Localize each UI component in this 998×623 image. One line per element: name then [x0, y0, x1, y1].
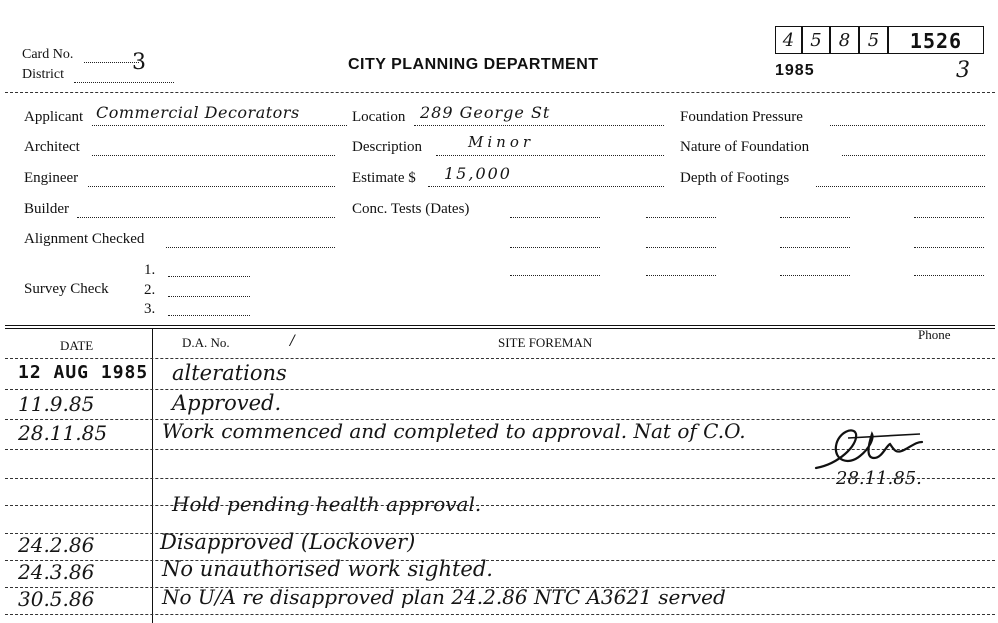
entry-date: 24.2.86 [18, 533, 95, 557]
date-column-header: DATE [60, 338, 94, 353]
entry-date: 28.11.85 [18, 421, 108, 445]
entry-date: 30.5.86 [18, 587, 95, 611]
entry-text: Disapproved (Lockover) [160, 530, 416, 554]
entry-text: Approved. [172, 391, 282, 415]
builder-label: Builder [24, 201, 69, 217]
page-title: CITY PLANNING DEPARTMENT [348, 56, 599, 73]
description-label: Description [352, 139, 422, 155]
entry-text: Hold pending health approval. [172, 492, 482, 516]
da-no-header: D.A. No. [182, 335, 230, 350]
foundation-pressure-label: Foundation Pressure [680, 109, 803, 125]
conc-tests-label: Conc. Tests (Dates) [352, 201, 470, 217]
phone-header: Phone [918, 327, 951, 342]
da-no-value: / [290, 333, 295, 349]
signature-date: 28.11.85. [836, 468, 922, 489]
district-label: District [22, 67, 64, 82]
estimate-value: 15,000 [444, 164, 512, 183]
entry-text: alterations [172, 361, 287, 385]
card-no-label: Card No. [22, 47, 74, 62]
applicant-value: Commercial Decorators [96, 103, 300, 122]
location-value: 289 George St [420, 103, 551, 122]
survey-check-label: Survey Check [24, 281, 109, 297]
description-value: Minor [468, 133, 535, 151]
site-foreman-header: SITE FOREMAN [498, 335, 593, 350]
depth-of-footings-label: Depth of Footings [680, 170, 790, 186]
entry-date: 24.3.86 [18, 560, 95, 584]
survey-3-label: 3. [144, 301, 156, 317]
alignment-label: Alignment Checked [24, 231, 145, 247]
nature-of-foundation-label: Nature of Foundation [680, 139, 810, 155]
survey-1-label: 1. [144, 262, 156, 278]
card-no-value: 3 [132, 50, 146, 75]
architect-label: Architect [24, 139, 80, 155]
ref-digit: 5 [802, 26, 830, 54]
entry-date: 12 AUG 1985 [18, 362, 149, 383]
location-label: Location [352, 109, 406, 125]
entry-text: No unauthorised work sighted. [162, 557, 493, 581]
estimate-label: Estimate $ [352, 170, 416, 186]
signature [808, 424, 928, 474]
ref-digit: 8 [830, 26, 859, 54]
year-label: 1985 [775, 62, 815, 79]
entry-date: 11.9.85 [18, 392, 95, 416]
ref-digit: 4 [775, 26, 802, 54]
ref-digit: 5 [859, 26, 888, 54]
survey-2-label: 2. [144, 282, 156, 298]
applicant-label: Applicant [24, 109, 84, 125]
engineer-label: Engineer [24, 170, 79, 186]
ref-suffix: 3 [956, 58, 970, 83]
ref-number: 1526 [888, 26, 984, 54]
entry-text: No U/A re disapproved plan 24.2.86 NTC A3621 served [162, 585, 726, 609]
entry-text: Work commenced and completed to approval. Nat of C.O. [162, 419, 746, 443]
